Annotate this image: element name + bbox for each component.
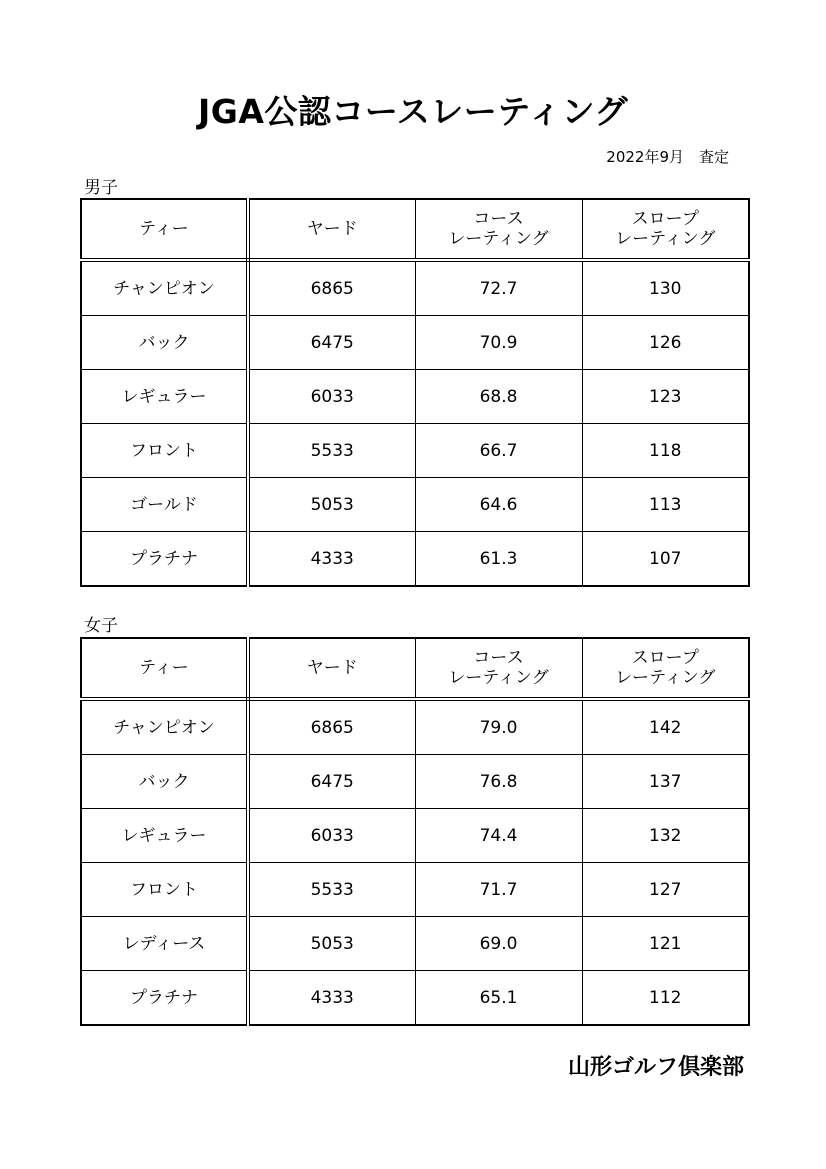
header-yard: ヤード <box>248 638 415 699</box>
tee-name: レディース <box>81 917 248 971</box>
yardage: 5533 <box>248 424 415 478</box>
table-row <box>81 532 749 587</box>
yardage: 4333 <box>248 532 415 587</box>
table-row <box>81 260 749 316</box>
tee-name: プラチナ <box>81 971 248 1026</box>
yardage: 6475 <box>248 755 415 809</box>
slope-rating: 130 <box>582 260 749 316</box>
yardage: 6033 <box>248 809 415 863</box>
slope-rating: 137 <box>582 755 749 809</box>
slope-rating: 118 <box>582 424 749 478</box>
yardage: 6033 <box>248 370 415 424</box>
course-rating: 69.0 <box>415 917 582 971</box>
yardage: 4333 <box>248 971 415 1026</box>
tee-name: プラチナ <box>81 532 248 587</box>
table-row <box>81 971 749 1026</box>
table-row <box>81 316 749 370</box>
table-header-row <box>81 199 749 260</box>
table-row <box>81 755 749 809</box>
yardage: 6865 <box>248 260 415 316</box>
header-course-rating: コース レーティング <box>415 638 582 699</box>
women-rating-table <box>80 637 750 1026</box>
course-rating: 68.8 <box>415 370 582 424</box>
table-row <box>81 424 749 478</box>
table-row <box>81 478 749 532</box>
header-tee: ティー <box>81 638 248 699</box>
table-header-row <box>81 638 749 699</box>
tee-name: フロント <box>81 863 248 917</box>
course-rating: 64.6 <box>415 478 582 532</box>
slope-rating: 121 <box>582 917 749 971</box>
course-rating: 74.4 <box>415 809 582 863</box>
slope-rating: 132 <box>582 809 749 863</box>
slope-rating: 123 <box>582 370 749 424</box>
yardage: 5533 <box>248 863 415 917</box>
yardage: 5053 <box>248 478 415 532</box>
tee-name: バック <box>81 755 248 809</box>
tee-name: レギュラー <box>81 809 248 863</box>
course-rating: 76.8 <box>415 755 582 809</box>
table-row <box>81 917 749 971</box>
table-row <box>81 809 749 863</box>
tee-name: フロント <box>81 424 248 478</box>
course-rating: 65.1 <box>415 971 582 1026</box>
tee-name: チャンピオン <box>81 260 248 316</box>
header-slope-rating: スロープ レーティング <box>582 638 749 699</box>
slope-rating: 126 <box>582 316 749 370</box>
slope-rating: 107 <box>582 532 749 587</box>
men-section-label: 男子 <box>84 178 118 198</box>
slope-rating: 113 <box>582 478 749 532</box>
yardage: 6475 <box>248 316 415 370</box>
tee-name: バック <box>81 316 248 370</box>
tee-name: ゴールド <box>81 478 248 532</box>
header-tee: ティー <box>81 199 248 260</box>
course-rating: 71.7 <box>415 863 582 917</box>
assessment-date: 2022年9月 査定 <box>606 148 729 166</box>
slope-rating: 127 <box>582 863 749 917</box>
course-rating: 79.0 <box>415 699 582 755</box>
course-rating: 72.7 <box>415 260 582 316</box>
slope-rating: 142 <box>582 699 749 755</box>
tee-name: レギュラー <box>81 370 248 424</box>
women-section-label: 女子 <box>84 616 118 636</box>
course-rating: 66.7 <box>415 424 582 478</box>
yardage: 5053 <box>248 917 415 971</box>
club-name: 山形ゴルフ倶楽部 <box>567 1055 744 1080</box>
men-rating-table <box>80 198 750 587</box>
table-row <box>81 863 749 917</box>
table-row <box>81 699 749 755</box>
tee-name: チャンピオン <box>81 699 248 755</box>
slope-rating: 112 <box>582 971 749 1026</box>
yardage: 6865 <box>248 699 415 755</box>
table-row <box>81 370 749 424</box>
header-slope-rating: スロープ レーティング <box>582 199 749 260</box>
page-title: JGA公認コースレーティング <box>198 92 628 131</box>
header-yard: ヤード <box>248 199 415 260</box>
course-rating: 70.9 <box>415 316 582 370</box>
header-course-rating: コース レーティング <box>415 199 582 260</box>
course-rating: 61.3 <box>415 532 582 587</box>
